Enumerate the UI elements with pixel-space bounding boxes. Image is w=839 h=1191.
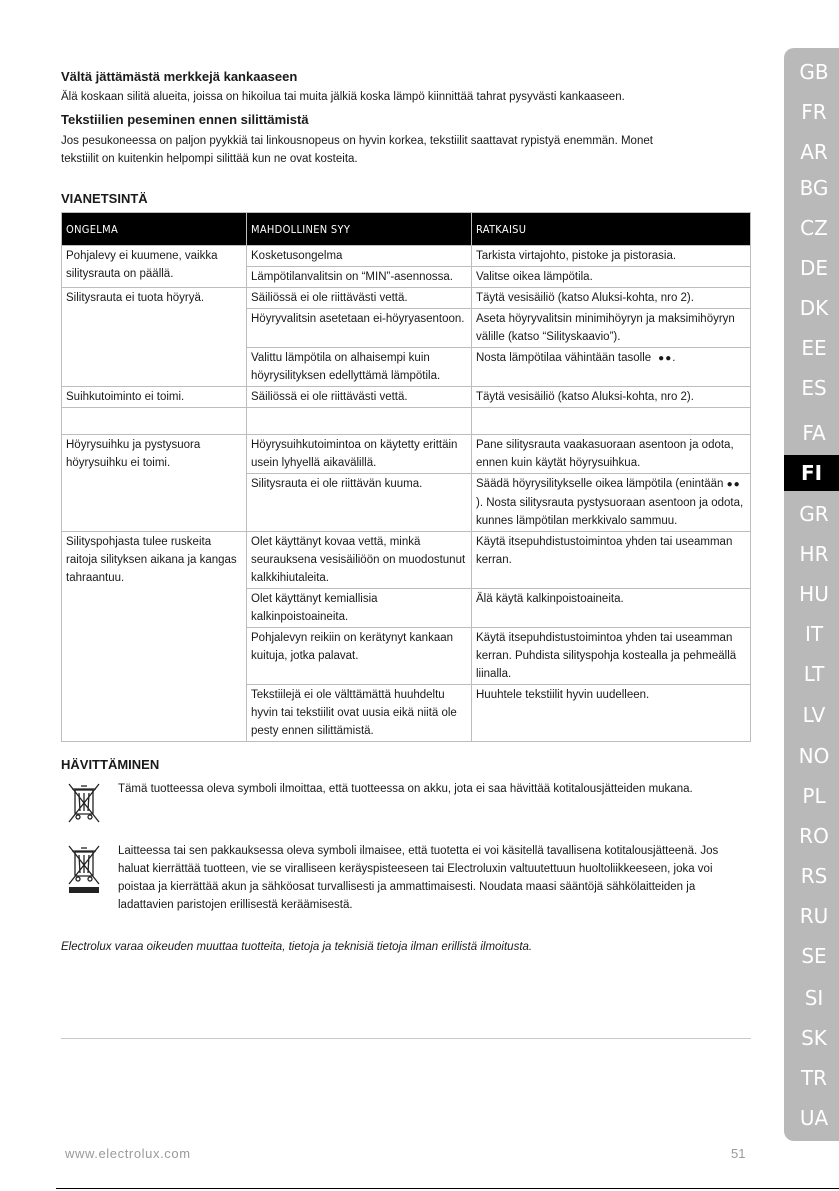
troubleshooting-title: VIANETSINTÄ bbox=[61, 191, 148, 206]
cause-cell: Valittu lämpötila on alhaisempi kuin höyrysilityksen edellyttämä lämpötila. bbox=[247, 348, 472, 387]
two-dot-temperature-icon: ●● bbox=[654, 353, 673, 364]
solution-cell: Käytä itsepuhdistustoimintoa yhden tai useamman kerran. bbox=[472, 532, 751, 589]
lang-item[interactable]: CZ bbox=[800, 216, 828, 240]
cause-cell: Pohjalevyn reikiin on kerätynyt kankaan kuituja, jotka palavat. bbox=[247, 628, 472, 685]
solution-cell: Huuhtele tekstiilit hyvin uudelleen. bbox=[472, 685, 751, 742]
cause-cell: Säiliössä ei ole riittävästi vettä. bbox=[247, 387, 472, 408]
lang-item[interactable]: LT bbox=[803, 662, 825, 686]
legal-notice: Electrolux varaa oikeuden muuttaa tuotteita, tietoja ja teknisiä tietoja ilman erillistä ilmoitusta. bbox=[61, 941, 533, 953]
cause-cell: Höyryvalitsin asetetaan ei-höyryasentoon. bbox=[247, 309, 472, 348]
disposal-text-battery: Tämä tuotteessa oleva symboli ilmoittaa, että tuotteessa on akku, jota ei saa hävittää kotitalousjätteiden mukana. bbox=[118, 783, 693, 795]
lang-item[interactable]: DK bbox=[799, 296, 829, 320]
cause-cell: Olet käyttänyt kovaa vettä, minkä seurauksena vesisäiliöön on muodostunut kalkkihiutaleita. bbox=[247, 532, 472, 589]
solution-cell: Älä käytä kalkinpoistoaineita. bbox=[472, 589, 751, 628]
lang-item-active[interactable]: FI bbox=[784, 455, 839, 491]
cause-cell: Tekstiilejä ei ole välttämättä huuhdeltu hyvin tai tekstiilit ovat uusia eikä niitä ole pesty ennen silittämistä. bbox=[247, 685, 472, 742]
lang-item[interactable]: RS bbox=[800, 864, 828, 888]
troubleshooting-table bbox=[61, 212, 751, 742]
problem-cell: Silitysrauta ei tuota höyryä. bbox=[62, 288, 247, 387]
header-cause: MAHDOLLINEN SYY bbox=[247, 213, 472, 246]
section-title-marks: Vältä jättämästä merkkejä kankaaseen bbox=[61, 69, 298, 84]
lang-item[interactable]: SI bbox=[804, 986, 824, 1010]
lang-item[interactable]: EE bbox=[801, 336, 827, 360]
crossed-bin-weee-icon bbox=[61, 842, 107, 894]
lang-item[interactable]: SE bbox=[801, 944, 827, 968]
header-problem: ONGELMA bbox=[62, 213, 247, 246]
lang-item[interactable]: LV bbox=[802, 703, 826, 727]
lang-item[interactable]: UA bbox=[799, 1106, 829, 1130]
table-row bbox=[62, 387, 751, 408]
table-row bbox=[62, 246, 751, 267]
cause-cell: Kosketusongelma bbox=[247, 246, 472, 267]
washing-line-2: tekstiilit on kuitenkin helpompi silittää kun ne ovat kosteita. bbox=[61, 153, 358, 165]
solution-text: Nosta lämpötilaa vähintään tasolle bbox=[476, 352, 652, 364]
crossed-bin-icon bbox=[61, 780, 107, 828]
cause-cell: Olet käyttänyt kemiallisia kalkinpoistoaineita. bbox=[247, 589, 472, 628]
solution-cell: Käytä itsepuhdistustoimintoa yhden tai useamman kerran. Puhdista silityspohja kostealla ja pehmeällä liinalla. bbox=[472, 628, 751, 685]
washing-line-1: Jos pesukoneessa on paljon pyykkiä tai linkousnopeus on hyvin korkea, tekstiilit saattavat rypistyä enemmän. Monet bbox=[61, 135, 653, 147]
lang-item[interactable]: HR bbox=[799, 542, 829, 566]
table-spacer-row bbox=[62, 408, 751, 435]
lang-item[interactable]: GB bbox=[799, 60, 829, 84]
lang-item[interactable]: PL bbox=[802, 784, 826, 808]
lang-item[interactable]: DE bbox=[799, 256, 829, 280]
problem-cell: Silityspohjasta tulee ruskeita raitoja silityksen aikana ja kangas tahraantuu. bbox=[62, 532, 247, 742]
lang-item[interactable]: RO bbox=[799, 824, 829, 848]
disposal-title: HÄVITTÄMINEN bbox=[61, 757, 160, 772]
lang-item[interactable]: NO bbox=[798, 744, 830, 768]
table-row bbox=[62, 532, 751, 589]
solution-text-b: ). Nosta silitysrauta pystysuoraan asentoon ja odota, kunnes lämpötilan merkkivalo sammuu. bbox=[476, 497, 744, 527]
cause-cell: Silitysrauta ei ole riittävän kuuma. bbox=[247, 474, 472, 532]
lang-item[interactable]: FA bbox=[802, 421, 826, 445]
table-row bbox=[62, 288, 751, 309]
cause-cell: Säiliössä ei ole riittävästi vettä. bbox=[247, 288, 472, 309]
solution-cell: Pane silitysrauta vaakasuoraan asentoon ja odota, ennen kuin käytät höyrysuihkua. bbox=[472, 435, 751, 474]
problem-cell: Höyrysuihku ja pystysuora höyrysuihku ei toimi. bbox=[62, 435, 247, 532]
section-text-marks: Älä koskaan silitä alueita, joissa on hikoilua tai muita jälkiä koska lämpö kiinnittää tahrat pysyvästi kankaaseen. bbox=[61, 91, 625, 103]
lang-item[interactable]: FR bbox=[801, 100, 827, 124]
empty-cell bbox=[62, 408, 247, 435]
lang-item[interactable]: TR bbox=[800, 1066, 828, 1090]
table-header-row bbox=[62, 213, 751, 246]
lang-item[interactable]: HU bbox=[799, 582, 829, 606]
disposal-text-weee: Laitteessa tai sen pakkauksessa oleva symboli ilmaisee, että tuotetta ei voi käsitellä tavallisena kotitalousjätteenä. Jos haluat kierrättää tuotteen, vie se viralliseen keräyspisteeseen tai Electroluxin valtuutettuun huoltoliikkeeseen, joka voi poistaa ja kierrättää akun ja sähköosat turvallisesti ja ammattimaisesti. Noudata maasi sääntöjä sähkölaitteiden ja ladattavien paristojen erillisestä keräämisestä. bbox=[118, 845, 719, 911]
bottom-rule bbox=[56, 1188, 839, 1189]
notice-divider bbox=[61, 1038, 751, 1039]
problem-cell: Suihkutoiminto ei toimi. bbox=[62, 387, 247, 408]
table-row bbox=[62, 435, 751, 474]
lang-item[interactable]: RU bbox=[799, 904, 829, 928]
disposal-item-weee bbox=[61, 842, 751, 914]
footer-url[interactable]: www.electrolux.com bbox=[65, 1146, 191, 1161]
lang-item[interactable]: AR bbox=[800, 140, 828, 164]
problem-cell: Pohjalevy ei kuumene, vaikka silitysrauta on päällä. bbox=[62, 246, 247, 288]
lang-item[interactable]: ES bbox=[801, 376, 827, 400]
solution-cell: Tarkista virtajohto, pistoke ja pistorasia. bbox=[472, 246, 751, 267]
lang-item[interactable]: GR bbox=[799, 502, 829, 526]
lang-item[interactable]: BG bbox=[799, 176, 829, 200]
disposal-item-battery bbox=[61, 780, 751, 828]
page-content bbox=[61, 68, 751, 956]
cause-cell: Lämpötilanvalitsin on “MIN”-asennossa. bbox=[247, 267, 472, 288]
header-solution: RATKAISU bbox=[472, 213, 751, 246]
lang-item[interactable]: IT bbox=[804, 622, 824, 646]
solution-cell: Täytä vesisäiliö (katso Aluksi-kohta, nro 2). bbox=[472, 288, 751, 309]
solution-cell: Valitse oikea lämpötila. bbox=[472, 267, 751, 288]
two-dot-temperature-icon: ●● bbox=[726, 479, 741, 490]
solution-cell bbox=[472, 474, 751, 532]
solution-cell: Aseta höyryvalitsin minimihöyryn ja maksimihöyryn välille (katso “Silityskaavio”). bbox=[472, 309, 751, 348]
page-number: 51 bbox=[731, 1146, 746, 1161]
solution-text-a: Säädä höyrysilitykselle oikea lämpötila (enintään bbox=[476, 478, 724, 490]
solution-cell: Nosta lämpötilaa vähintään tasolle ●●. bbox=[472, 348, 751, 387]
empty-cell bbox=[247, 408, 472, 435]
solution-cell: Täytä vesisäiliö (katso Aluksi-kohta, nro 2). bbox=[472, 387, 751, 408]
cause-cell: Höyrysuihkutoimintoa on käytetty erittäin usein lyhyellä aikavälillä. bbox=[247, 435, 472, 474]
section-title-washing: Tekstiilien peseminen ennen silittämistä bbox=[61, 112, 309, 127]
section-text-washing bbox=[61, 132, 751, 168]
empty-cell bbox=[472, 408, 751, 435]
lang-item[interactable]: SK bbox=[801, 1026, 827, 1050]
